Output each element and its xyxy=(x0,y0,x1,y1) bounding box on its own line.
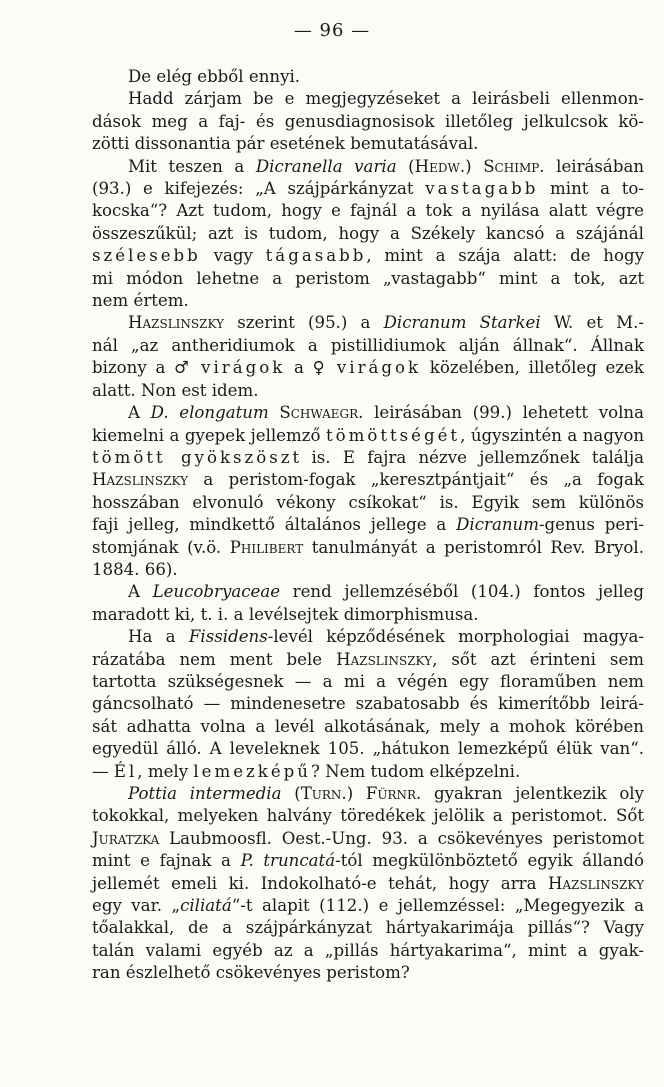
text-line: egyedül álló. A leveleknek 105. „hátukon lemezképű élük van“. xyxy=(92,739,644,759)
page-number: — 96 — xyxy=(293,20,371,41)
text-line: nál „az antheridiumok a pistillidiumok alján állnak“. Állnak xyxy=(92,335,644,355)
text-line: rázatába nem ment bele Hazslinszky, sőt azt érinteni sem xyxy=(92,649,645,669)
text-line: 1884. 66). xyxy=(92,559,178,579)
text-line: (93.) e kifejezés: „A szájpárkányzat vastagabb mint a to- xyxy=(92,179,644,199)
text-line: — Él, mely lemezképű? Nem tudom elképzelni. xyxy=(92,761,521,781)
text-line: Mit teszen a Dicranella varia (Hedw.) Schimp. leirásában xyxy=(128,156,645,176)
body-text xyxy=(92,66,644,985)
text-line: Ha a Fissidens-levél képződésének morphologiai magya- xyxy=(128,627,644,647)
text-line: Hazslinszky szerint (95.) a Dicranum Starkei W. et M.- xyxy=(128,313,644,333)
text-line: bizony a ♂ virágok a ♀ virágok közelében, illetőleg ezek xyxy=(92,358,644,378)
text-line: dások meg a faj- és genusdiagnosisok illetőleg jelkulcsok kö- xyxy=(92,111,644,131)
text-line: mint e fajnak a P. truncatá-tól megkülönböztető egyik állandó xyxy=(92,851,645,871)
text-line: stomjának (v.ö. Philibert tanulmányát a peristomról Rev. Bryol. xyxy=(92,537,644,557)
text-line: A D. elongatum Schwaegr. leirásában (99.) lehetett volna xyxy=(128,403,644,423)
text-line: összeszűkül; azt is tudom, hogy a Székely kancsó a szájánál xyxy=(92,223,644,243)
text-line: De elég ebből ennyi. xyxy=(128,67,301,86)
text-line: tömött gyökszöszt is. E fajra nézve jellemzőnek találja xyxy=(92,447,645,467)
text-line: Juratzka Laubmoosfl. Oest.-Ung. 93. a csökevényes peristomot xyxy=(92,828,644,848)
text-line: egy var. „ciliatá“-t alapit (112.) e jellemzéssel: „Megegyezik a xyxy=(92,896,644,916)
text-line: A Leucobryaceae rend jellemzéséből (104.) fontos jelleg xyxy=(128,582,644,602)
text-line: tőalakkal, de a szájpárkányzat hártyakarimája pillás“? Vagy xyxy=(92,918,644,938)
text-line: ran észlelhető csökevényes peristom? xyxy=(92,963,410,983)
text-line: kocska“? Azt tudom, hogy e fajnál a tok a nyilása alatt végre xyxy=(92,201,644,221)
text-line: nem értem. xyxy=(92,291,189,311)
text-line: Pottia intermedia (Turn.) Fürnr. gyakran jelentkezik oly xyxy=(128,784,644,803)
text-line: tartotta szükségesnek — a mi a végén egy floraműben nem xyxy=(92,671,644,691)
text-line: hosszában elvonuló vékony csíkokat“ is. Egyik sem különös xyxy=(92,492,644,512)
text-line: tokokkal, melyeken halvány töredékek jelölik a peristomot. Sőt xyxy=(92,806,644,826)
text-line: gáncsolható — mindenesetre szabatosabb és kimerítőbb leirá- xyxy=(92,694,644,714)
text-line: zötti dissonantia pár esetének bemutatásával. xyxy=(92,134,479,154)
text-line: maradott ki, t. i. a levélsejtek dimorphismusa. xyxy=(92,604,479,624)
text-line: Hazslinszky a peristom-fogak „keresztpántjait“ és „a fogak xyxy=(92,470,644,490)
text-line: kiemelni a gyepek jellemző tömöttségét, úgyszintén a nagyon xyxy=(92,425,645,445)
text-line: alatt. Non est idem. xyxy=(92,380,259,400)
text-line: szélesebb vagy tágasabb, mint a szája alatt: de hogy xyxy=(92,246,644,266)
text-line: Hadd zárjam be e megjegyzéseket a leirásbeli ellenmon- xyxy=(128,89,644,109)
text-line: mi módon lehetne a peristom „vastagabb“ mint a tok, azt xyxy=(92,268,644,288)
text-line: faji jelleg, mindkettő általános jellege a Dicranum-genus peri- xyxy=(92,515,644,535)
text-line: talán valami egyéb az a „pillás hártyakarima“, mint a gyak- xyxy=(92,940,644,960)
text-line: sát adhatta volna a levél alkotásának, mely a mohok körében xyxy=(92,716,644,736)
text-line: jellemét emeli ki. Indokolható-e tehát, hogy arra Hazslinszky xyxy=(92,873,644,893)
